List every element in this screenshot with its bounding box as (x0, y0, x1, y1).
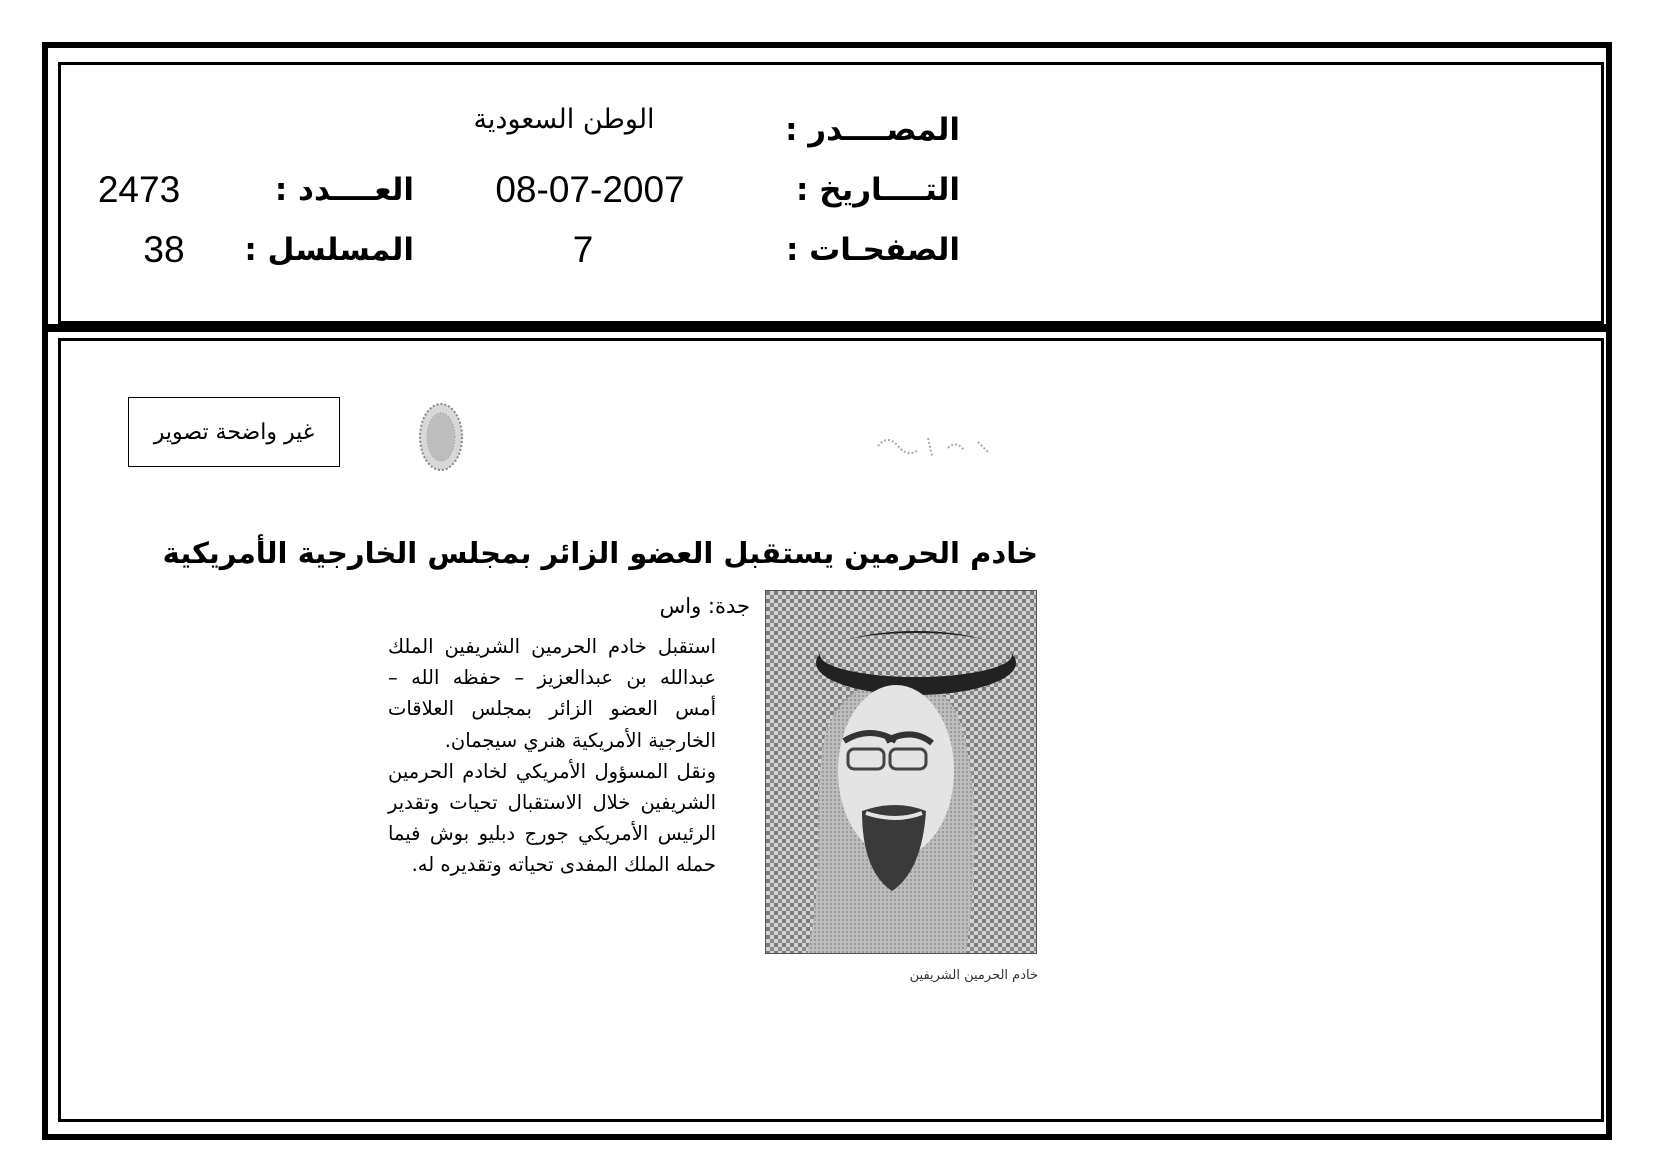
source-label: المصــــدر : (785, 112, 960, 148)
serial-label: المسلسل : (244, 232, 414, 268)
newspaper-emblem-icon (418, 402, 464, 472)
pages-value: 7 (572, 229, 594, 270)
serial-value: 38 (143, 229, 185, 270)
section-divider (42, 324, 1612, 332)
faded-masthead-icon (868, 426, 1008, 466)
article-dateline: جدة: واس (659, 594, 750, 618)
photo-caption: خادم الحرمين الشريفين (909, 968, 1038, 983)
quality-note-box (128, 397, 340, 467)
pages-label: الصفحـات : (785, 232, 960, 268)
article-body (388, 631, 750, 881)
date-label: التــــاريخ : (796, 172, 960, 208)
issue-label: العــــدد : (274, 172, 414, 208)
article-headline: خادم الحرمين يستقبل العضو الزائر بمجلس الخارجية الأمريكية (162, 536, 1038, 570)
quality-note-text: غير واضحة تصوير (153, 419, 315, 445)
article-paragraph: استقبل خادم الحرمين الشريفين الملك عبدالله بن عبدالعزيز – حفظه الله – أمس العضو الزائر بمجلس العلاقات الخارجية الأمريكية هنري سيجمان. (388, 635, 716, 752)
date-value: 08-07-2007 (495, 169, 685, 210)
article-paragraph: ونقل المسؤول الأمريكي لخادم الحرمين الشريفين خلال الاستقبال تحيات وتقدير الرئيس الأمريكي جورج دبليو بوش فيما حمله الملك المفدى تحياته وتقديره له. (388, 759, 716, 877)
issue-value: 2473 (97, 169, 181, 210)
source-value: الوطن السعودية (473, 104, 655, 135)
portrait-photo-icon (766, 591, 1037, 954)
article-photo (765, 590, 1037, 954)
